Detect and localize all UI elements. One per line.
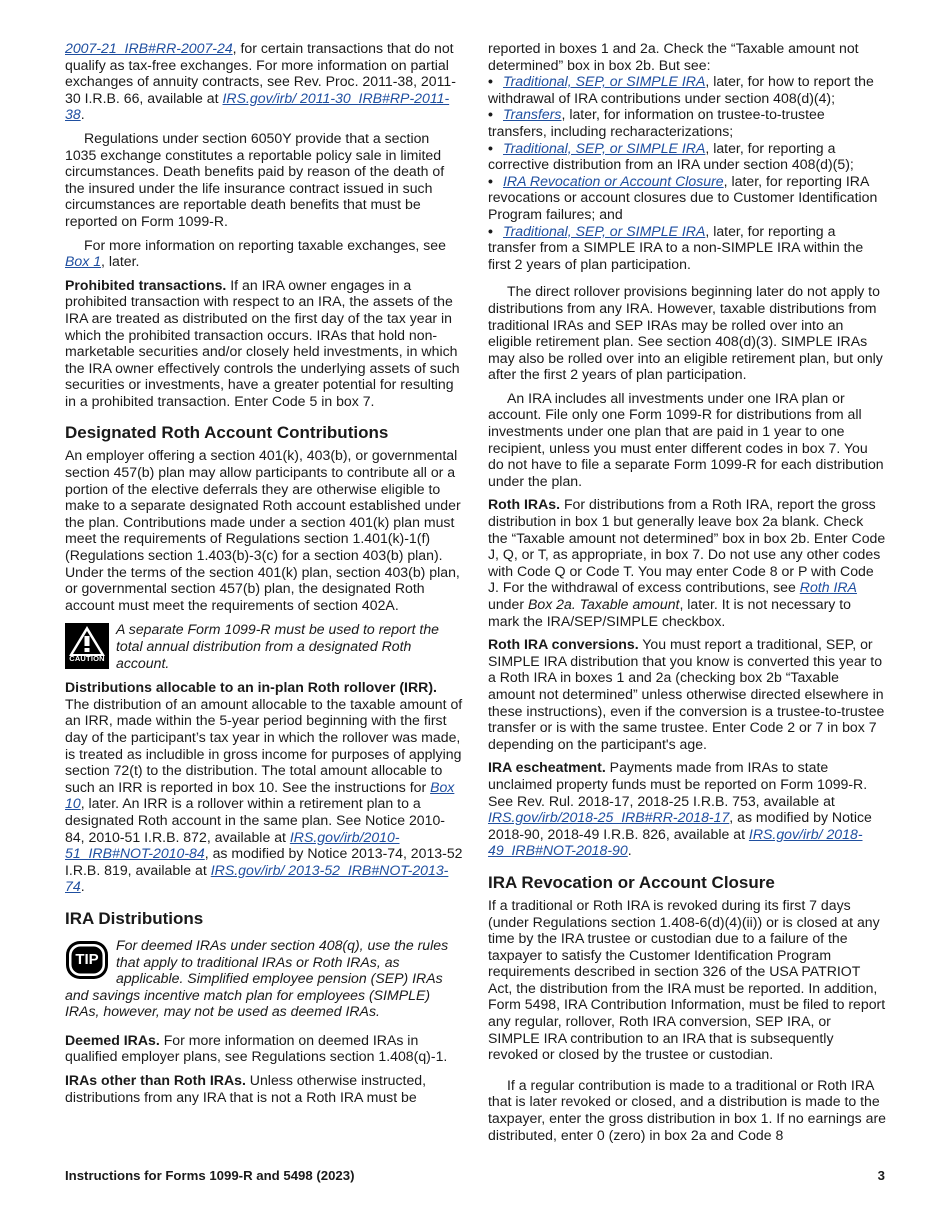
link-rr-2007-24[interactable]: 2007-21_IRB#RR-2007-24 <box>65 40 233 56</box>
bullet-icon: • <box>488 106 493 123</box>
caution-text: A separate Form 1099-R must be used to report the total annual distribution from a designated Roth account. <box>116 621 440 671</box>
caution-label: CAUTION <box>69 653 105 663</box>
link-box-1[interactable]: Box 1 <box>65 253 102 270</box>
bullet-item: • Traditional, SEP, or SIMPLE IRA, later, for how to report the withdrawal of IRA contributions under section 408(d)(4); <box>488 73 874 106</box>
tip-note <box>65 937 463 1020</box>
bullet-item: • Transfers, later, for information on trustee-to-trustee transfers, including recharacterizations; <box>488 106 825 139</box>
caution-icon <box>65 623 109 669</box>
link-not-2013-74[interactable]: IRS.gov/irb/ 2013-52_IRB#NOT-2013-74 <box>65 861 449 895</box>
bullet-icon: • <box>488 73 493 90</box>
heading-ira-distributions: IRA Distributions <box>65 908 204 928</box>
bullet-item: • Traditional, SEP, or SIMPLE IRA, later, for reporting a transfer from a SIMPLE IRA to a non-SIMPLE IRA within the first 2 years of plan participation. <box>488 222 864 272</box>
paragraph-roth-iras: Roth IRAs. For distributions from a Roth IRA, report the gross distribution in box 1 but generally leave box 2a blank. Check the “Taxable amount not determined” box in box 2b. Enter Code J, Q, or T, as appropriate, in box 7. Do not use any other codes with Code Q or Code T. You may enter Code 8 or P with Code J. For the withdrawal of excess contributions, see Roth IRA under Box 2a. Taxable amount, later. It is not necessary to mark the IRA/SEP/SIMPLE checkbox. <box>488 496 886 629</box>
paragraph-ira-revocation: If a traditional or Roth IRA is revoked during its first 7 days (under Regulations section 1.408-6(d)(4)(ii)) or is closed at any time by the IRA trustee or custodian due to a failure of the taxpayer to satisfy the Customer Identification Program requirements described in section 326 of the USA PATRIOT Act, the distribution from the IRA must be reported. In addition, Form 5498, IRA Contribution Information, must be filed to report any regular, rollover, Roth IRA conversion, SEP IRA, or SIMPLE IRA contribution to an IRA that is subsequently revoked or closed by the trustee or custodian. <box>488 896 886 1063</box>
page-number: 3 <box>877 1168 885 1183</box>
paragraph-taxable-exchanges: For more information on reporting taxable exchanges, see Box 1, later. <box>65 236 446 270</box>
link-not-2010-84[interactable]: IRS.gov/irb/2010-51_IRB#NOT-2010-84 <box>65 828 400 862</box>
footer-title: Instructions for Forms 1099-R and 5498 (2023) <box>65 1168 355 1183</box>
bullet-icon: • <box>488 139 493 156</box>
tip-label: TIP <box>75 950 99 968</box>
link-transfers[interactable]: Transfers <box>503 106 562 123</box>
paragraph-direct-rollover: The direct rollover provisions beginning later do not apply to distributions from any IRA. However, taxable distributions from traditional IRAs and SEP IRAs may be rolled over into an eligible retirement plan. See section 408(d)(3). SIMPLE IRAs may also be rolled over into an eligible retirement plan, but only after the first 2 years of plan participation. <box>488 283 883 383</box>
paragraph-prohibited-transactions: Prohibited transactions. If an IRA owner engages in a prohibited transaction with respect to an IRA, the assets of the IRA are treated as distributed on the first day of the tax year in which the prohibited transaction occurs. IRAs that hold non-marketable securities and/or closely held investments, in which the IRA owner effectively controls the underlying assets of such securities or investments, have a greater potential for resulting in a prohibited transaction. Enter Code 5 in box 7. <box>65 276 460 409</box>
link-rr-2018-17[interactable]: IRS.gov/irb/2018-25_IRB#RR-2018-17 <box>488 809 730 826</box>
bullet-item: • IRA Revocation or Account Closure, later, for reporting IRA revocations or account closures due to Customer Identification Program failures; and <box>488 172 878 222</box>
heading-designated-roth: Designated Roth Account Contributions <box>65 423 389 443</box>
right-column <box>488 40 886 1150</box>
paragraph-designated-roth: An employer offering a section 401(k), 403(b), or governmental section 457(b) plan may allow participants to contribute all or a portion of the elective deferrals they are otherwise eligible to make to a separate designated Roth account established under the plan. Contributions made under a section 401(k) plan must meet the requirements of Regulations section 1.401(k)-1(f) (Regulations section 1.403(b)-3(c) for a section 403(b) plan). Under the terms of the section 401(k) plan, section 403(b) plan, or governmental section 457(b) plan, the designated Roth account must meet the requirements of section 402A. <box>65 447 461 613</box>
paragraph-ira-escheatment: IRA escheatment. Payments made from IRAs to state unclaimed property funds must be reported on Form 1099-R. See Rev. Rul. 2018-17, 2018-25 I.R.B. 753, available at IRS.gov/irb/2018-25_IRB#RR-2018-17, as modified by Notice 2018-90, 2018-49 I.R.B. 826, available at IRS.gov/irb/ 2018-49_IRB#NOT-2018-90. <box>488 759 872 859</box>
paragraph-reported-boxes: reported in boxes 1 and 2a. Check the “Taxable amount not determined” box in box 2b. But see: <box>488 40 859 73</box>
paragraph-roth-conversions: Roth IRA conversions. You must report a traditional, SEP, or SIMPLE IRA distribution that you know is converted this year to a Roth IRA in boxes 1 and 2a (checking box 2b “Taxable amount not determined” unless otherwise directed elsewhere in these instructions), even if the conversion is a trustee-to-trustee transfer or is with the same trustee. Enter Code 2 or 7 in box 7 depending on the participant's age. <box>488 636 885 752</box>
paragraph-irr: Distributions allocable to an in-plan Roth rollover (IRR). The distribution of an amount allocable to the taxable amount of an IRR, made within the 5-year period beginning with the first day of the participant’s tax year in which the rollover was made, is treated as includible in gross income for purposes of applying section 72(t) to the distribution. The total amount allocable to such an IRR is reported in box 10. See the instructions for Box 10, later. An IRR is a rollover within a retirement plan to a designated Roth account in the same plan. See Notice 2010-84, 2010-51 I.R.B. 872, available at IRS.gov/irb/2010-51_IRB#NOT-2010-84, as modified by Notice 2013-74, 2013-52 I.R.B. 819, available at IRS.gov/irb/ 2013-52_IRB#NOT-2013-74. <box>65 679 463 895</box>
paragraph-deemed-iras: Deemed IRAs. For more information on deemed IRAs in qualified employer plans, see Regulations section 1.408(q)-1. <box>65 1031 448 1065</box>
tip-text: For deemed IRAs under section 408(q), use the rules that apply to traditional IRAs or Roth IRAs, as applicable. Simplified employee pension (SEP) IRAs and savings incentive match plan for employees (SIMPLE) IRAs, however, may not be used as deemed IRAs. <box>65 936 449 1020</box>
link-traditional-sep-simple-ira[interactable]: Traditional, SEP, or SIMPLE IRA <box>503 139 706 156</box>
caution-note <box>65 621 463 671</box>
link-not-2018-90[interactable]: IRS.gov/irb/ 2018-49_IRB#NOT-2018-90 <box>488 825 863 859</box>
link-traditional-sep-simple-ira[interactable]: Traditional, SEP, or SIMPLE IRA <box>503 73 706 90</box>
link-traditional-sep-simple-ira[interactable]: Traditional, SEP, or SIMPLE IRA <box>503 222 706 239</box>
link-box-10[interactable]: Box 10 <box>65 778 455 812</box>
link-rp-2011-38[interactable]: IRS.gov/irb/ 2011-30_IRB#RP-2011-38 <box>65 89 450 123</box>
page-footer <box>65 1168 885 1183</box>
paragraph-iras-other-than-roth: IRAs other than Roth IRAs. Unless otherwise instructed, distributions from any IRA that is not a Roth IRA must be <box>65 1072 427 1105</box>
tip-icon <box>65 940 109 980</box>
bullet-item: • Traditional, SEP, or SIMPLE IRA, later, for reporting a corrective distribution from an IRA under section 408(d)(5); <box>488 139 854 173</box>
link-ira-revocation[interactable]: IRA Revocation or Account Closure <box>503 172 724 189</box>
paragraph-ira-includes: An IRA includes all investments under one IRA plan or account. File only one Form 1099-R for distributions from all investments under one plan that are paid in 1 year to one recipient, unless you must enter different codes in box 7. You do not have to file a separate Form 1099-R for each distribution under the plan. <box>488 389 884 489</box>
paragraph-exchanges: 2007-21_IRB#RR-2007-24, for certain transactions that do not qualify as tax-free exchanges. For more information on partial exchanges of annuity contracts, see Rev. Proc. 2011-38, 2011-30 I.R.B. 66, available at IRS.gov/irb/ 2011-30_IRB#RP-2011-38. <box>65 40 456 123</box>
heading-ira-revocation: IRA Revocation or Account Closure <box>488 872 775 892</box>
bullet-icon: • <box>488 222 493 239</box>
paragraph-6050y: Regulations under section 6050Y provide that a section 1035 exchange constitutes a reportable policy sale in limited circumstances. Death benefits paid by reason of the death of the insured under the life insurance contract issued in such circumstances are reportable death benefits that must be reported on Form 1099-R. <box>65 129 445 229</box>
left-column <box>65 40 463 1112</box>
paragraph-regular-contribution: If a regular contribution is made to a traditional or Roth IRA that is later revoked or closed, and a distribution is made to the taxpayer, enter the gross distribution in box 1. If no earnings are distributed, enter 0 (zero) in box 2a and Code 8 <box>488 1076 886 1143</box>
bullet-icon: • <box>488 172 493 189</box>
link-roth-ira[interactable]: Roth IRA <box>799 579 857 596</box>
